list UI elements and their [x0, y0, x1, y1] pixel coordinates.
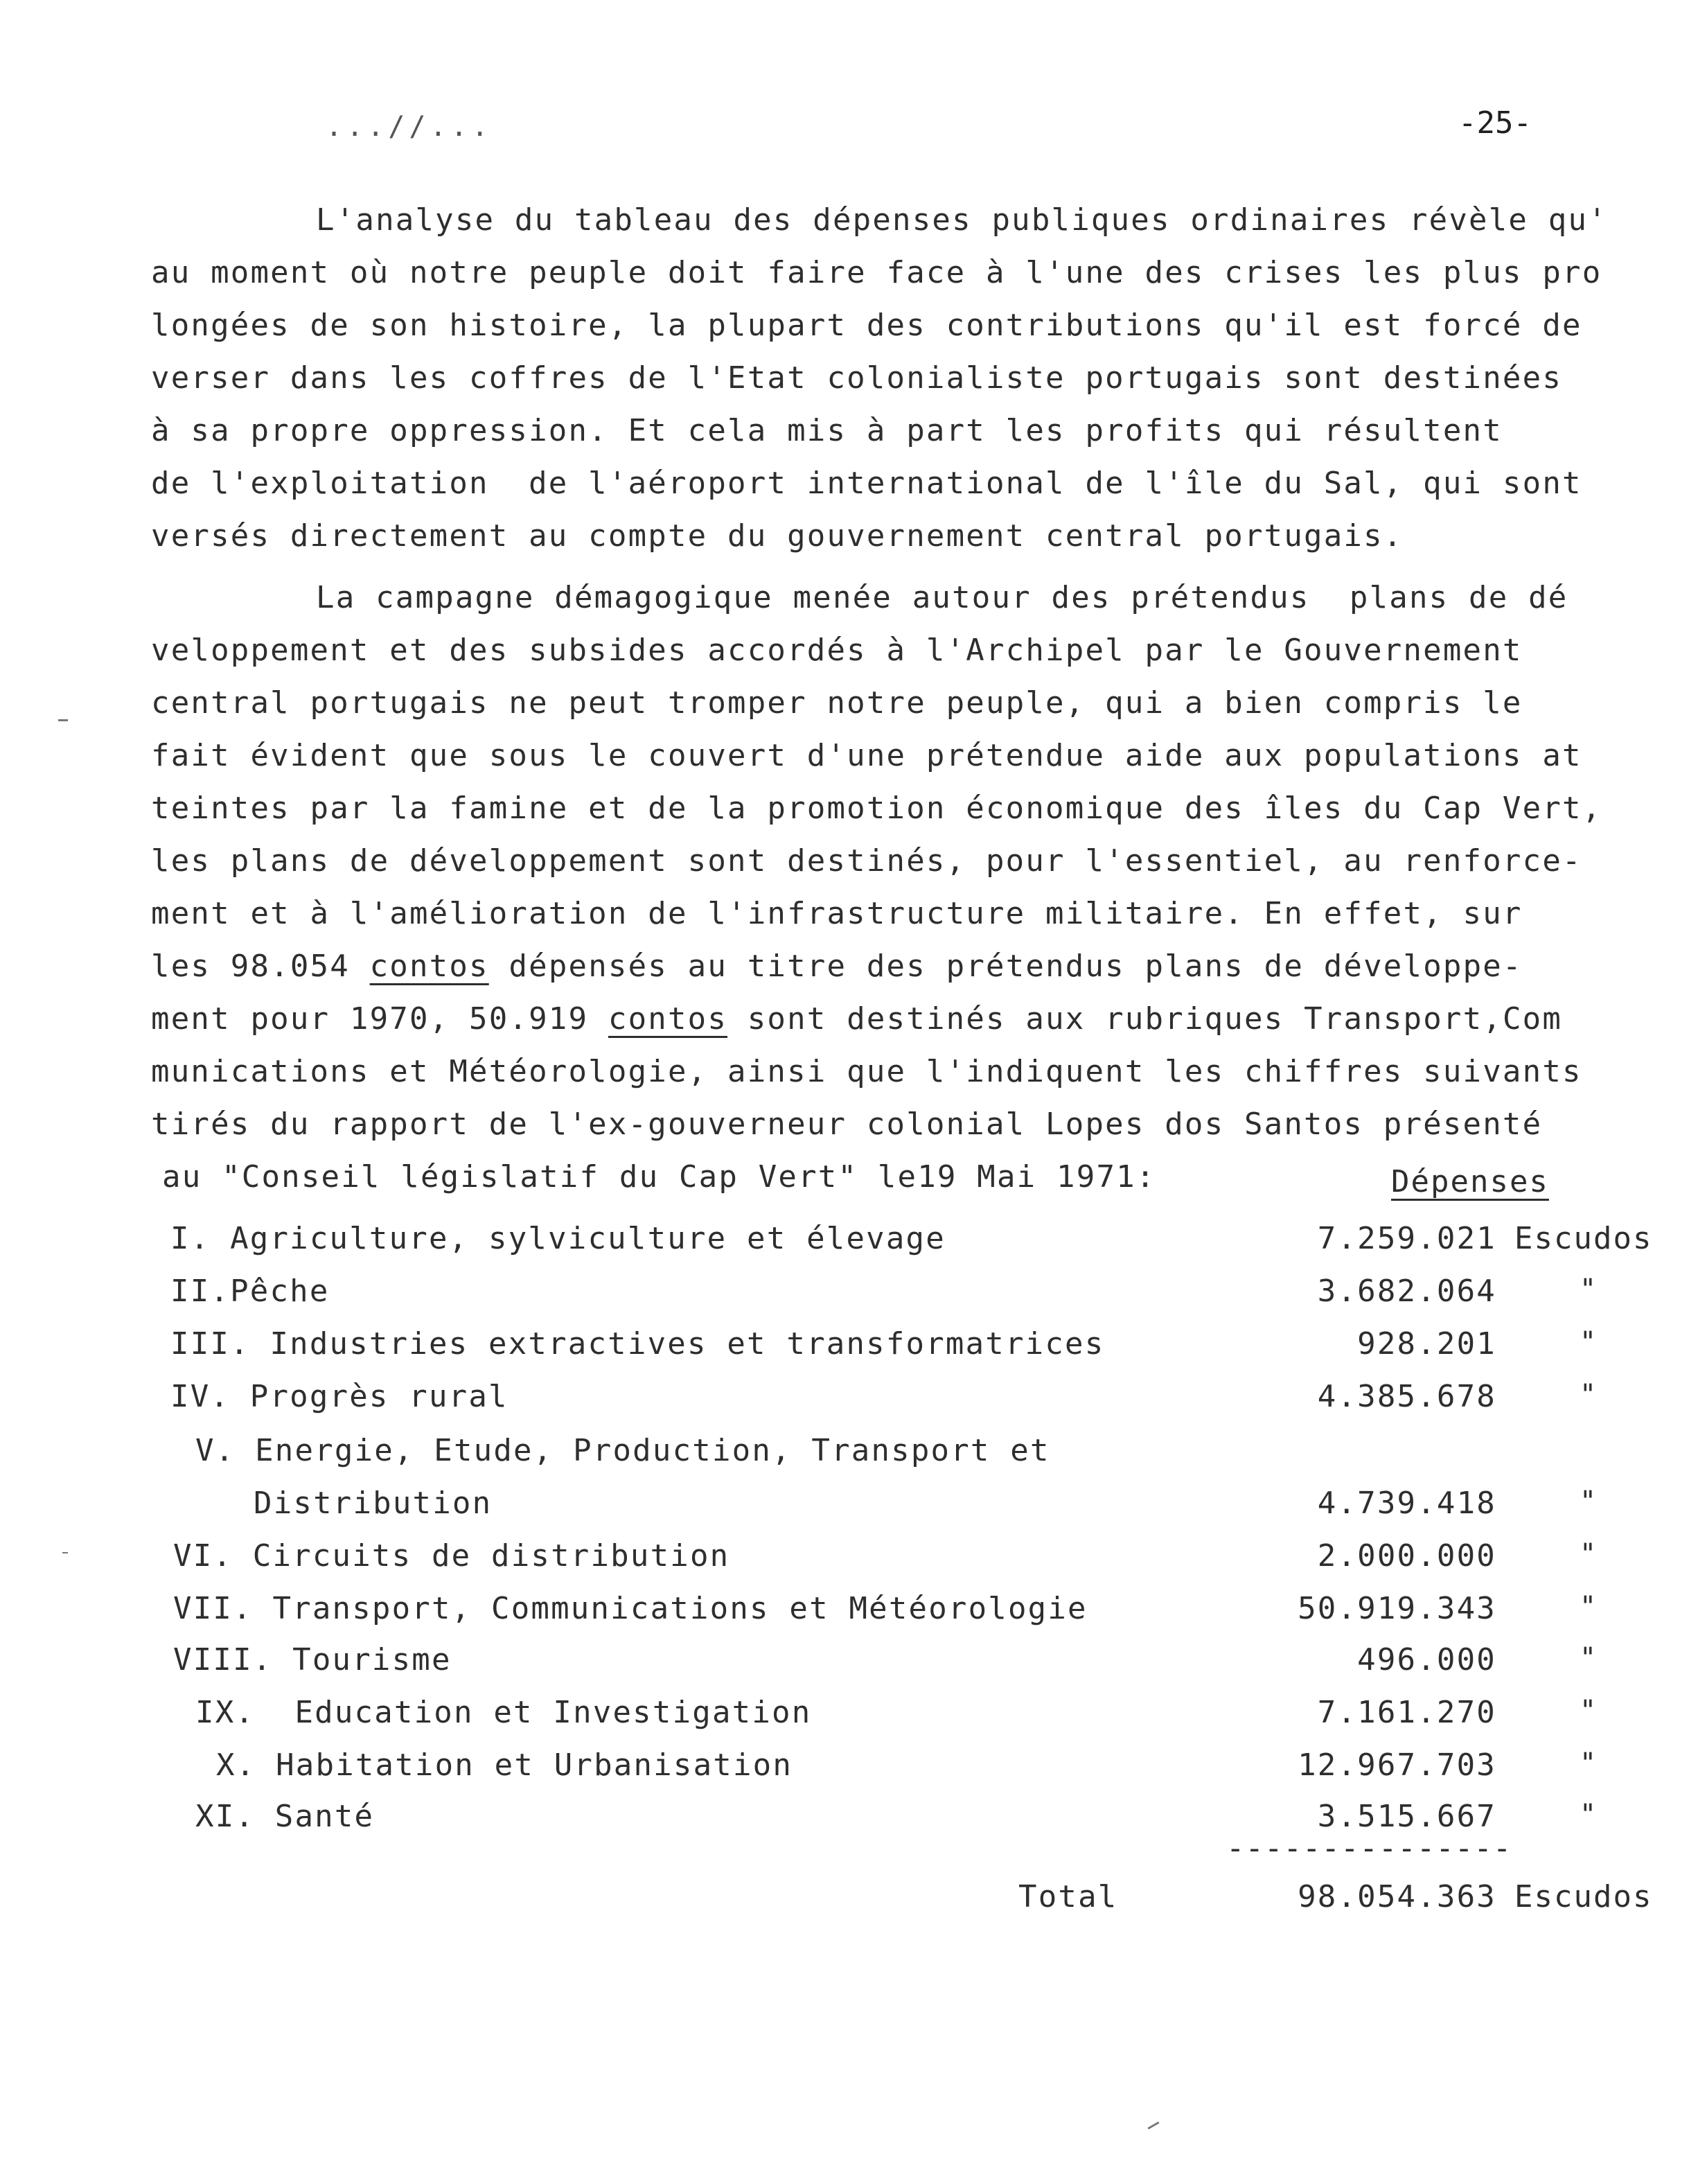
- ditto-mark: ": [1580, 1695, 1597, 1727]
- paragraph-line: au moment où notre peuple doit faire face à l'une des crises les plus pro: [151, 255, 1602, 290]
- total-currency: Escudos: [1514, 1879, 1653, 1914]
- paragraph-line: teintes par la famine et de la promotion économique des îles du Cap Vert,: [151, 791, 1602, 826]
- table-row-label: VII. Transport, Communications et Météorologie: [173, 1591, 1088, 1626]
- ditto-mark: ": [1580, 1799, 1597, 1831]
- paragraph-line: L'analyse du tableau des dépenses publiques ordinaires révèle qu': [316, 202, 1608, 238]
- table-row-amount: 12.967.703: [1298, 1747, 1496, 1783]
- paragraph-line: La campagne démagogique menée autour des prétendus plans de dé: [316, 580, 1568, 615]
- table-row-amount: 496.000: [1357, 1642, 1496, 1677]
- table-row-amount: 3.682.064: [1317, 1274, 1496, 1309]
- table-row-amount: 2.000.000: [1317, 1538, 1496, 1574]
- paragraph-line: ment et à l'amélioration de l'infrastructure militaire. En effet, sur: [151, 896, 1523, 931]
- paragraph-line: munications et Météorologie, ainsi que l'indiquent les chiffres suivants: [151, 1054, 1582, 1089]
- paragraph-line: versés directement au compte du gouvernement central portugais.: [151, 518, 1404, 554]
- paragraph-line: à sa propre oppression. Et cela mis à part les profits qui résultent: [151, 413, 1503, 448]
- table-row-amount: 50.919.343: [1298, 1591, 1496, 1626]
- table-row-label: I. Agriculture, sylviculture et élevage: [170, 1221, 946, 1256]
- table-row-amount: 4.739.418: [1317, 1486, 1496, 1521]
- paragraph-line: les plans de développement sont destinés, pour l'essentiel, au renforce-: [151, 843, 1582, 879]
- ditto-mark: ": [1580, 1538, 1597, 1570]
- ditto-mark: ": [1580, 1747, 1597, 1779]
- table-row-label: IX. Education et Investigation: [195, 1695, 812, 1730]
- table-row-label: IV. Progrès rural: [170, 1379, 508, 1414]
- paragraph-1: [151, 194, 1661, 563]
- table-row-amount: 4.385.678: [1317, 1379, 1496, 1414]
- paragraph-line: verser dans les coffres de l'Etat colonialiste portugais sont destinées: [151, 360, 1563, 396]
- table-row-label: VI. Circuits de distribution: [173, 1538, 730, 1574]
- paragraph-2: [151, 572, 1661, 1204]
- paragraph-line: les 98.054 contos dépensés au titre des prétendus plans de développe-: [151, 949, 1523, 984]
- table-row-amount: 928.201: [1357, 1326, 1496, 1362]
- margin-speck: [58, 719, 68, 721]
- table-row-amount: 7.161.270: [1317, 1695, 1496, 1730]
- ditto-mark: ": [1580, 1326, 1597, 1358]
- table-row-label: X. Habitation et Urbanisation: [216, 1747, 793, 1783]
- table-row-label: III. Industries extractives et transformatrices: [170, 1326, 1105, 1362]
- margin-speck: [62, 1552, 68, 1553]
- paragraph-line: au "Conseil législatif du Cap Vert" le19 Mai 1971:: [162, 1159, 1156, 1195]
- ditto-mark: ": [1580, 1379, 1597, 1411]
- table-row-label: II.Pêche: [170, 1274, 330, 1309]
- ditto-mark: ": [1580, 1591, 1597, 1623]
- total-label: Total: [1018, 1879, 1118, 1914]
- table-row-label: VIII. Tourisme: [173, 1642, 452, 1677]
- table-row-label: V. Energie, Etude, Production, Transport et: [195, 1433, 1050, 1468]
- table-row-amount: 7.259.021: [1317, 1221, 1496, 1256]
- continuation-mark: ...//...: [326, 111, 493, 143]
- paragraph-line: de l'exploitation de l'aéroport international de l'île du Sal, qui sont: [151, 466, 1582, 501]
- total-amount: 98.054.363: [1298, 1879, 1496, 1914]
- paragraph-line: fait évident que sous le couvert d'une prétendue aide aux populations at: [151, 738, 1582, 773]
- total-separator: ---------------: [1226, 1831, 1512, 1866]
- ditto-mark: ": [1580, 1274, 1597, 1305]
- ditto-mark: ": [1580, 1486, 1597, 1517]
- page-number: -25-: [1458, 105, 1532, 141]
- table-row-label-continuation: Distribution: [254, 1486, 493, 1521]
- paragraph-line: longées de son histoire, la plupart des contributions qu'il est forcé de: [151, 308, 1582, 343]
- table-row-currency: Escudos: [1514, 1221, 1653, 1256]
- table-row-amount: 3.515.667: [1317, 1799, 1496, 1834]
- paragraph-line: central portugais ne peut tromper notre peuple, qui a bien compris le: [151, 685, 1523, 721]
- expenses-column-header: Dépenses: [1391, 1164, 1549, 1199]
- paragraph-line: tirés du rapport de l'ex-gouverneur colonial Lopes dos Santos présenté: [151, 1107, 1543, 1142]
- paragraph-line: ment pour 1970, 50.919 contos sont destinés aux rubriques Transport,Com: [151, 1001, 1563, 1037]
- table-row-label: XI. Santé: [195, 1799, 375, 1834]
- paragraph-line: veloppement et des subsides accordés à l'Archipel par le Gouvernement: [151, 633, 1523, 668]
- ditto-mark: ": [1580, 1642, 1597, 1674]
- margin-speck: [1147, 2122, 1159, 2130]
